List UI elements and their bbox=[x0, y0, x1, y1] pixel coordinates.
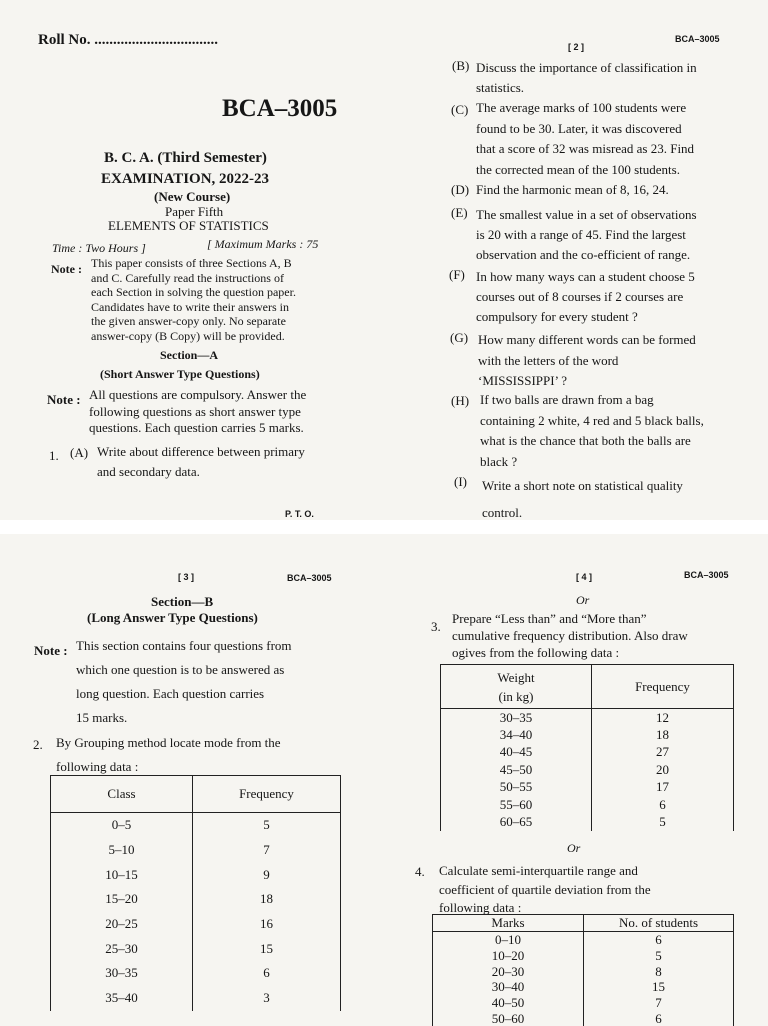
q1e-line: The smallest value in a set of observations bbox=[476, 207, 697, 222]
q4-text bbox=[439, 862, 651, 918]
q1h-line: what is the chance that both the balls are bbox=[480, 433, 691, 448]
max-marks: [ Maximum Marks : 75 bbox=[207, 237, 319, 251]
q1a-line: Write about difference between primary bbox=[97, 444, 305, 459]
q4-header-marks: Marks bbox=[433, 915, 584, 932]
q2-frequency-cell: 15 bbox=[193, 936, 341, 961]
q3-header-weight bbox=[441, 665, 592, 709]
table-row bbox=[51, 912, 341, 937]
q3-table bbox=[440, 664, 734, 831]
note-text bbox=[91, 256, 296, 343]
q3-weight-cell: 34–40 bbox=[441, 726, 592, 743]
q1e-label: (E) bbox=[451, 205, 468, 220]
table-row bbox=[441, 779, 734, 796]
note-line: 15 marks. bbox=[76, 710, 128, 725]
q1e-line: observation and the co-efficient of range. bbox=[476, 247, 691, 262]
note2-label: Note : bbox=[47, 392, 81, 407]
table-row bbox=[433, 995, 734, 1011]
note-label: Note : bbox=[51, 262, 82, 276]
course-title: B. C. A. (Third Semester) bbox=[104, 150, 267, 166]
q4-students-cell: 7 bbox=[584, 995, 734, 1011]
q1b-label: (B) bbox=[452, 58, 470, 73]
q1f-line: In how many ways can a student choose 5 bbox=[476, 269, 695, 284]
q3-weight-cell: 50–55 bbox=[441, 779, 592, 796]
table-row bbox=[433, 979, 734, 995]
q3-header-weight-unit: (in kg) bbox=[498, 688, 534, 704]
table-row bbox=[51, 986, 341, 1011]
table-row bbox=[51, 887, 341, 912]
q2-line: By Grouping method locate mode from the bbox=[56, 735, 281, 750]
table-row bbox=[51, 961, 341, 986]
q4-marks-cell: 40–50 bbox=[433, 995, 584, 1011]
paper-code: BCA–3005 bbox=[222, 95, 338, 122]
page-number: [ 3 ] bbox=[178, 572, 195, 582]
time-label: Time : Two Hours ] bbox=[52, 241, 146, 255]
q1c-label: (C) bbox=[451, 102, 469, 117]
q2-class-cell: 20–25 bbox=[51, 912, 193, 937]
q2-class-cell: 10–15 bbox=[51, 862, 193, 887]
q1a-label: (A) bbox=[70, 445, 89, 460]
q1c-line: found to be 30. Later, it was discovered bbox=[476, 120, 682, 136]
note-label: Note : bbox=[34, 643, 68, 658]
note2-text bbox=[89, 387, 306, 437]
q1e-line: is 20 with a range of 45. Find the largest bbox=[476, 227, 686, 242]
q1f-label: (F) bbox=[449, 267, 465, 282]
q4-students-cell: 5 bbox=[584, 948, 734, 964]
q3-header-weight-line: Weight bbox=[497, 669, 535, 685]
page-number: [ 2 ] bbox=[568, 42, 585, 52]
q4-students-cell: 8 bbox=[584, 963, 734, 979]
note-text bbox=[76, 634, 292, 730]
q4-students-cell: 6 bbox=[584, 932, 734, 948]
q3-line: ogives from the following data : bbox=[452, 645, 620, 660]
q2-frequency-cell: 3 bbox=[193, 986, 341, 1011]
note-line: and C. Carefully read the instructions of bbox=[91, 270, 284, 285]
note-line: answer-copy (B Copy) will be provided. bbox=[91, 328, 285, 343]
q4-line: Calculate semi-interquartile range and bbox=[439, 863, 638, 878]
q4-marks-cell: 20–30 bbox=[433, 963, 584, 979]
q4-marks-cell: 10–20 bbox=[433, 948, 584, 964]
q1f-line: compulsory for every student ? bbox=[476, 309, 638, 324]
q1i-label: (I) bbox=[454, 474, 467, 489]
q2-header-frequency: Frequency bbox=[193, 776, 341, 813]
q2-class-cell: 30–35 bbox=[51, 961, 193, 986]
q1b-text bbox=[476, 58, 697, 98]
q3-text bbox=[452, 610, 688, 661]
q2-header-class: Class bbox=[51, 776, 193, 813]
section-a-subtitle: (Short Answer Type Questions) bbox=[100, 367, 260, 381]
section-a-title: Section—A bbox=[160, 348, 218, 362]
table-row bbox=[51, 813, 341, 838]
q1h-line: black ? bbox=[480, 453, 518, 469]
q3-frequency-cell: 17 bbox=[592, 779, 734, 796]
note-line: This section contains four questions from bbox=[76, 638, 292, 653]
q3-line: cumulative frequency distribution. Also draw bbox=[452, 628, 688, 643]
q3-weight-cell: 55–60 bbox=[441, 796, 592, 813]
q1g-line: with the letters of the word bbox=[478, 352, 619, 368]
q2-frequency-cell: 9 bbox=[193, 862, 341, 887]
q3-line: Prepare “Less than” and “More than” bbox=[452, 611, 647, 626]
note2-line: following questions as short answer type bbox=[89, 403, 301, 419]
section-b-title: Section—B bbox=[151, 594, 214, 609]
q1c-line: the corrected mean of the 100 students. bbox=[476, 161, 680, 177]
q2-text bbox=[56, 731, 281, 779]
roll-no: Roll No. ................................. bbox=[38, 32, 218, 48]
q4-header-students: No. of students bbox=[584, 915, 734, 932]
table-row bbox=[441, 813, 734, 830]
q2-class-cell: 5–10 bbox=[51, 838, 193, 863]
q1i-line: Write a short note on statistical quality bbox=[482, 478, 683, 493]
note-line: Candidates have to write their answers in bbox=[91, 299, 289, 314]
q1-number: 1. bbox=[49, 448, 59, 463]
q4-number: 4. bbox=[415, 864, 425, 879]
paper-number: Paper Fifth bbox=[165, 204, 224, 219]
note-line: the given answer-copy only. No separate bbox=[91, 314, 286, 328]
pto: P. T. O. bbox=[285, 509, 314, 519]
table-row bbox=[51, 862, 341, 887]
table-row bbox=[433, 963, 734, 979]
q2-class-cell: 35–40 bbox=[51, 986, 193, 1011]
q3-frequency-cell: 20 bbox=[592, 761, 734, 778]
q1g-line: ‘MISSISSIPPI’ ? bbox=[478, 373, 567, 388]
q1g-text bbox=[478, 330, 696, 392]
q1h-line: containing 2 white, 4 red and 5 black balls, bbox=[480, 412, 704, 428]
q3-weight-cell: 60–65 bbox=[441, 813, 592, 830]
q1d-label: (D) bbox=[451, 182, 470, 197]
q1d-text: Find the harmonic mean of 8, 16, 24. bbox=[476, 182, 669, 197]
q2-frequency-cell: 6 bbox=[193, 961, 341, 986]
q2-number: 2. bbox=[33, 737, 43, 752]
q4-marks-cell: 50–60 bbox=[433, 1010, 584, 1026]
q3-frequency-cell: 5 bbox=[592, 813, 734, 830]
note-line: This paper consists of three Sections A, B bbox=[91, 256, 292, 270]
q2-class-cell: 0–5 bbox=[51, 813, 193, 838]
q4-students-cell: 6 bbox=[584, 1010, 734, 1026]
q1e-text bbox=[476, 205, 697, 265]
exam-title: EXAMINATION, 2022-23 bbox=[101, 171, 270, 187]
note-line: long question. Each question carries bbox=[76, 686, 265, 701]
q3-frequency-cell: 6 bbox=[592, 796, 734, 813]
q1b-line: Discuss the importance of classification in bbox=[476, 60, 697, 75]
q3-frequency-cell: 12 bbox=[592, 709, 734, 727]
q1c-line: The average marks of 100 students were bbox=[476, 100, 687, 115]
q1h-line: If two balls are drawn from a bag bbox=[480, 392, 654, 407]
page-code: BCA–3005 bbox=[684, 570, 729, 580]
q3-frequency-cell: 18 bbox=[592, 726, 734, 743]
note2-line: questions. Each question carries 5 marks. bbox=[89, 420, 304, 435]
q4-table bbox=[432, 914, 734, 1026]
table-row bbox=[441, 709, 734, 727]
q1i-text bbox=[482, 472, 683, 526]
q4-marks-cell: 0–10 bbox=[433, 932, 584, 948]
q3-number: 3. bbox=[431, 619, 441, 634]
q1c-line: that a score of 32 was misread as 23. Find bbox=[476, 141, 695, 156]
q1i-line: control. bbox=[482, 505, 523, 520]
q3-weight-cell: 45–50 bbox=[441, 761, 592, 778]
q1g-label: (G) bbox=[450, 330, 469, 345]
new-course: (New Course) bbox=[154, 189, 231, 204]
q3-header-frequency: Frequency bbox=[592, 665, 734, 709]
note2-line: All questions are compulsory. Answer the bbox=[89, 387, 307, 402]
table-row bbox=[441, 726, 734, 743]
note-line: which one question is to be answered as bbox=[76, 662, 285, 677]
q1c-text bbox=[476, 98, 694, 180]
q2-frequency-cell: 16 bbox=[193, 912, 341, 937]
page-number: [ 4 ] bbox=[576, 572, 593, 582]
subject-title: ELEMENTS OF STATISTICS bbox=[108, 218, 269, 233]
page-code: BCA–3005 bbox=[287, 573, 332, 583]
q2-table bbox=[50, 775, 341, 1011]
q2-line: following data : bbox=[56, 759, 139, 774]
table-row bbox=[433, 948, 734, 964]
q4-line: coefficient of quartile deviation from the bbox=[439, 881, 651, 897]
q2-frequency-cell: 5 bbox=[193, 813, 341, 838]
q4-line: following data : bbox=[439, 900, 522, 915]
table-row bbox=[51, 838, 341, 863]
q1f-line: courses out of 8 courses if 2 courses are bbox=[476, 289, 684, 304]
q1h-label: (H) bbox=[451, 393, 470, 408]
section-b-subtitle: (Long Answer Type Questions) bbox=[87, 610, 258, 625]
q3-weight-cell: 30–35 bbox=[441, 709, 592, 727]
note-line: each Section in solving the question paper. bbox=[91, 285, 296, 299]
table-row bbox=[51, 936, 341, 961]
q3-frequency-cell: 27 bbox=[592, 744, 734, 761]
or-separator: Or bbox=[567, 841, 581, 855]
q4-marks-cell: 30–40 bbox=[433, 979, 584, 995]
q1h-text bbox=[480, 390, 704, 472]
q1f-text bbox=[476, 267, 695, 327]
q1a-line: and secondary data. bbox=[97, 464, 200, 479]
or-separator: Or bbox=[576, 593, 590, 607]
q3-weight-cell: 40–45 bbox=[441, 744, 592, 761]
q2-frequency-cell: 18 bbox=[193, 887, 341, 912]
q1b-line: statistics. bbox=[476, 80, 525, 95]
q2-class-cell: 15–20 bbox=[51, 887, 193, 912]
q1a-text bbox=[97, 442, 305, 482]
table-row bbox=[441, 761, 734, 778]
q2-frequency-cell: 7 bbox=[193, 838, 341, 863]
page-code: BCA–3005 bbox=[675, 34, 720, 44]
q4-students-cell: 15 bbox=[584, 979, 734, 995]
table-row bbox=[433, 932, 734, 948]
q2-class-cell: 25–30 bbox=[51, 936, 193, 961]
table-row bbox=[441, 796, 734, 813]
table-row bbox=[441, 744, 734, 761]
q1g-line: How many different words can be formed bbox=[478, 332, 696, 347]
